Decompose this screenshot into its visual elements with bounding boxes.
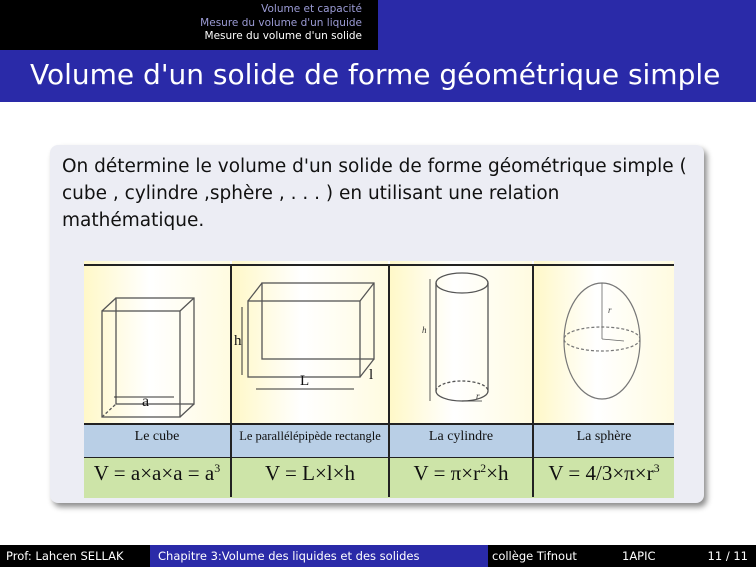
sphere-label: La sphère — [576, 429, 632, 444]
cylinder-formula: $V = \pi\times r^2\times h$ — [413, 461, 509, 485]
footer-chapter: Chapitre 3:Volume des liquides et des solides — [150, 545, 488, 567]
content-block — [50, 145, 704, 503]
sphere-formula: $V = 4/3\times\pi\times r^3$ — [548, 461, 660, 485]
cube-dim-label: a — [142, 393, 150, 410]
sphere-r-label: r — [608, 305, 612, 315]
cylinder-label: La cylindre — [428, 429, 494, 444]
nav-subsection[interactable]: Mesure du volume d'un liquide — [200, 16, 362, 29]
solids-drawings — [84, 261, 674, 423]
title-bar — [0, 50, 756, 102]
cylinder-r-label: r — [476, 391, 480, 401]
solids-table — [84, 261, 674, 497]
cylinder-h-label: h — [422, 325, 427, 335]
nav-section[interactable]: Volume et capacité — [261, 3, 362, 15]
sphere-radius-line — [602, 339, 624, 341]
cube-label: Le cube — [134, 429, 180, 444]
nav-section-list — [0, 0, 378, 50]
footer-bar — [0, 545, 756, 567]
page-title: Volume d'un solide de forme géométrique simple — [30, 58, 721, 91]
footer-school: collège Tifnout — [492, 549, 577, 563]
footer-page-number: 11 / 11 — [707, 549, 748, 563]
footer-author: Prof: Lahcen SELLAK — [0, 545, 150, 567]
top-navigation — [0, 0, 756, 50]
parallelepiped-l-label: l — [369, 367, 374, 383]
nav-right-panel — [378, 0, 756, 50]
footer-level: 1APIC — [622, 549, 656, 563]
parallelepiped-drawing — [248, 283, 374, 377]
cube-formula: $V = a\times a\times a = a^3$ — [93, 461, 221, 485]
parallelepiped-h-label: h — [234, 333, 242, 349]
cylinder-drawing — [436, 273, 488, 401]
parallelepiped-formula: V = L×l×h — [265, 461, 355, 485]
block-text: On détermine le volume d'un solide de forme géométrique simple ( cube , cylindre ,sphère , . . . ) en utilisant une relation mathématique. — [62, 156, 687, 231]
parallelepiped-L-label: L — [300, 373, 310, 389]
footer-info — [488, 545, 756, 567]
parallelepiped-label: Le parallélépipède rectangle — [239, 429, 381, 443]
nav-current-subsection[interactable]: Mesure du volume d'un solide — [204, 30, 362, 42]
